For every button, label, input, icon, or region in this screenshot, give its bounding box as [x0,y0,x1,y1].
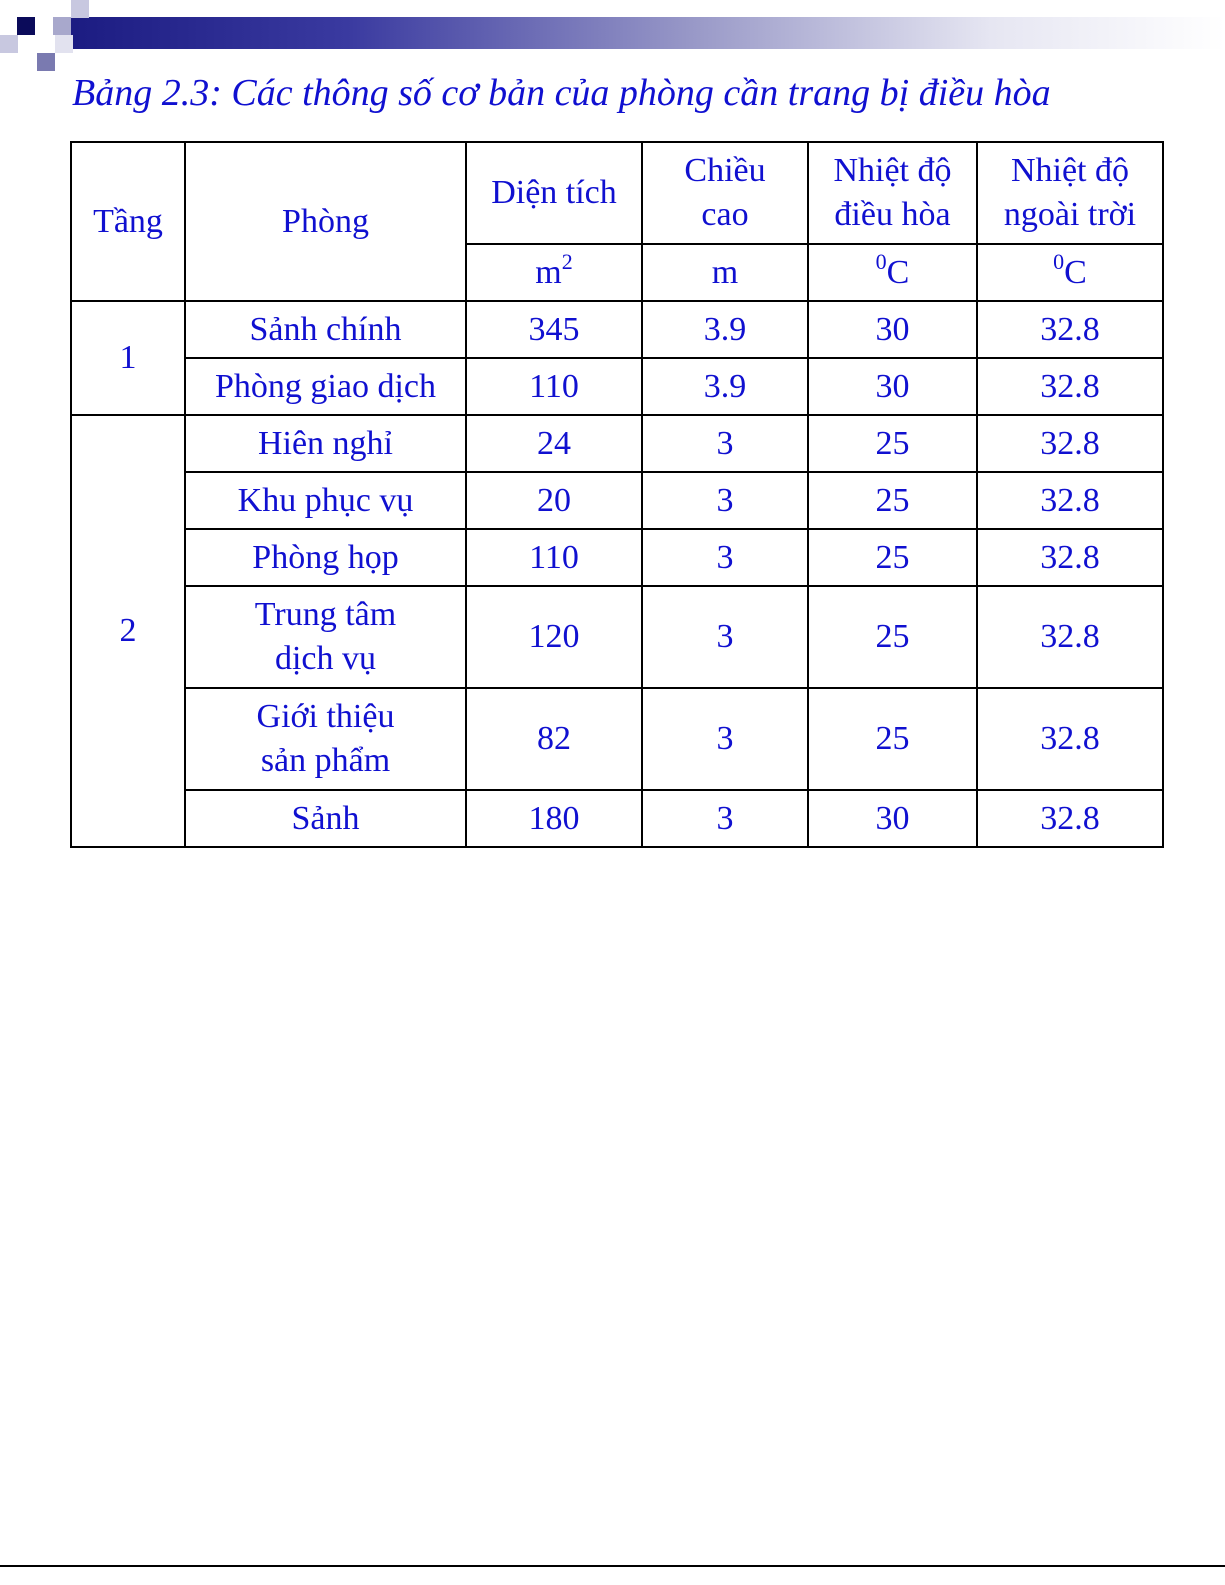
col-header-tang: Tầng [71,142,185,301]
col-header-phong: Phòng [185,142,466,301]
table-header-row [71,142,1163,244]
indoor-temp-cell: 30 [808,790,977,847]
height-cell: 3.9 [642,358,808,415]
area-cell: 120 [466,586,642,688]
floor-cell: 1 [71,301,185,415]
area-cell: 180 [466,790,642,847]
col-header-nd-dieu-hoa-line1: Nhiệt độ [833,152,952,189]
height-cell: 3 [642,472,808,529]
unit-nd-dieu-hoa [808,244,977,301]
room-cell: Hiên nghỉ [185,415,466,472]
outdoor-temp-cell: 32.8 [977,472,1163,529]
col-header-dien-tich: Diện tích [466,142,642,244]
room-cell [185,586,466,688]
indoor-temp-cell: 25 [808,688,977,790]
room-cell-line1: Giới thiệu [256,698,395,735]
area-cell: 24 [466,415,642,472]
footer-divider [0,1565,1225,1567]
room-cell: Phòng họp [185,529,466,586]
unit-nd-ngoai-troi [977,244,1163,301]
indoor-temp-cell: 30 [808,301,977,358]
room-cell: Khu phục vụ [185,472,466,529]
table-row [71,790,1163,847]
room-cell: Phòng giao dịch [185,358,466,415]
unit-superscript: 2 [561,248,573,274]
decor-square [71,0,89,18]
table-row [71,415,1163,472]
unit-base: m [535,253,562,291]
col-header-chieu-cao-line1: Chiều [684,152,766,189]
col-header-nd-dieu-hoa-line2: điều hòa [834,196,951,233]
header-gradient-strip [55,17,1225,49]
outdoor-temp-cell: 32.8 [977,358,1163,415]
table-row [71,688,1163,790]
unit-chieu-cao: m [642,244,808,301]
col-header-nd-ngoai-troi-line1: Nhiệt độ [1010,152,1130,189]
height-cell: 3.9 [642,301,808,358]
outdoor-temp-cell: 32.8 [977,688,1163,790]
area-cell: 20 [466,472,642,529]
unit-superscript: 0 [1053,248,1065,274]
outdoor-temp-cell: 32.8 [977,415,1163,472]
room-cell-line1: Trung tâm [254,596,397,633]
outdoor-temp-cell: 32.8 [977,790,1163,847]
area-cell: 110 [466,529,642,586]
unit-base: C [886,253,910,291]
room-cell-line2: dịch vụ [274,640,377,677]
decor-square [37,53,55,71]
unit-base: C [1064,253,1087,291]
table-caption: Bảng 2.3: Các thông số cơ bản của phòng cần trang bị điều hòa [72,72,1051,114]
table-row [71,472,1163,529]
room-spec-table [70,141,1164,848]
decor-square [17,17,35,35]
indoor-temp-cell: 25 [808,472,977,529]
col-header-chieu-cao-line2: cao [701,196,749,233]
height-cell: 3 [642,529,808,586]
room-cell: Sảnh chính [185,301,466,358]
col-header-nhiet-do-dieu-hoa [808,142,977,244]
table-row [71,358,1163,415]
col-header-nhiet-do-ngoai-troi [977,142,1163,244]
indoor-temp-cell: 25 [808,415,977,472]
decor-square [55,35,73,53]
area-cell: 110 [466,358,642,415]
height-cell: 3 [642,415,808,472]
height-cell: 3 [642,790,808,847]
area-cell: 82 [466,688,642,790]
col-header-nd-ngoai-troi-line2: ngoài trời [1003,196,1137,233]
decor-square [53,17,71,35]
room-cell [185,688,466,790]
outdoor-temp-cell: 32.8 [977,529,1163,586]
table-row [71,529,1163,586]
outdoor-temp-cell: 32.8 [977,301,1163,358]
indoor-temp-cell: 25 [808,529,977,586]
col-header-chieu-cao [642,142,808,244]
table-row [71,586,1163,688]
decor-square [0,35,18,53]
room-cell-line2: sản phẩm [260,742,391,779]
area-cell: 345 [466,301,642,358]
room-cell: Sảnh [185,790,466,847]
unit-dien-tich [466,244,642,301]
table-row [71,301,1163,358]
outdoor-temp-cell: 32.8 [977,586,1163,688]
indoor-temp-cell: 30 [808,358,977,415]
height-cell: 3 [642,586,808,688]
floor-cell: 2 [71,415,185,847]
unit-superscript: 0 [875,248,887,274]
indoor-temp-cell: 25 [808,586,977,688]
height-cell: 3 [642,688,808,790]
